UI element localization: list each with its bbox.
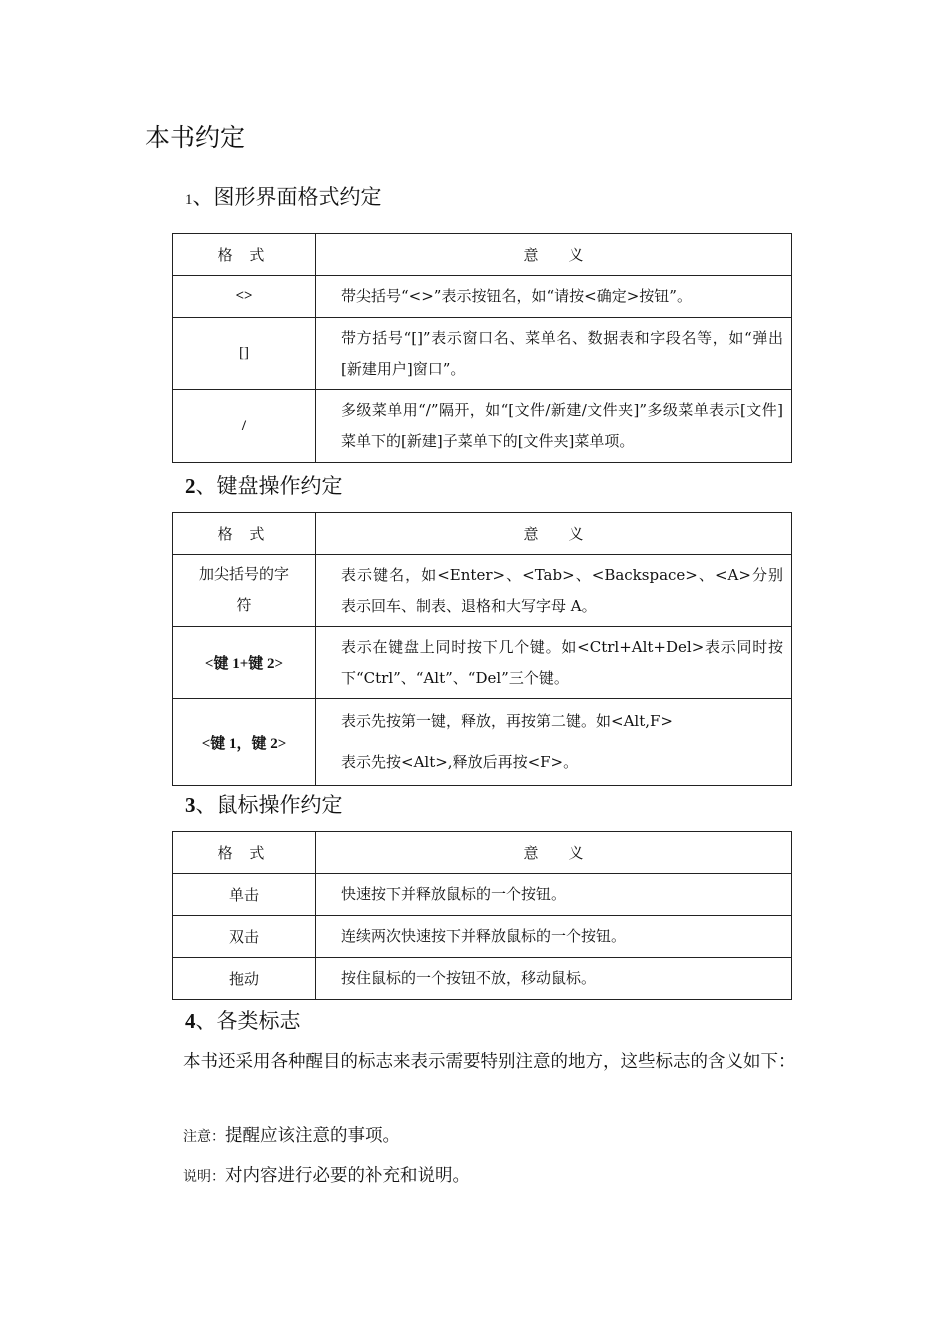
- format-cell: 加尖括号的字符: [173, 555, 316, 627]
- header-meaning: 意 义: [316, 513, 792, 555]
- table-row: [173, 958, 792, 1000]
- meaning-cell: 按住鼠标的一个按钮不放，移动鼠标。: [316, 958, 792, 1000]
- explanation-label: 说明：: [183, 1169, 225, 1185]
- format-cell: []: [173, 318, 316, 390]
- table-header-row: [173, 832, 792, 874]
- meaning-cell: 表示键名，如<Enter>、<Tab>、<Backspace>、<A>分别表示回车、制表、退格和大写字母 A。: [316, 555, 792, 627]
- meaning-cell: [316, 699, 792, 786]
- note-text: 提醒应该注意的事项。: [225, 1126, 400, 1146]
- section-number: 4: [185, 1009, 196, 1033]
- format-cell: 拖动: [173, 958, 316, 1000]
- note-label: 注意：: [183, 1129, 225, 1145]
- format-cell: <键 1，键 2>: [173, 699, 316, 786]
- section-heading-3: 3、鼠标操作约定: [185, 793, 343, 817]
- table-row: [173, 318, 792, 390]
- meaning-cell: 表示在键盘上同时按下几个键。如<Ctrl+Alt+Del>表示同时按下“Ctrl”、“Alt”、“Del”三个键。: [316, 627, 792, 699]
- section-heading-1: 1、图形界面格式约定: [185, 185, 382, 209]
- section-title: 图形界面格式约定: [213, 185, 382, 209]
- table-row: [173, 699, 792, 786]
- meaning-cell: 快速按下并释放鼠标的一个按钮。: [316, 874, 792, 916]
- table-row: [173, 916, 792, 958]
- note-item: [183, 1122, 400, 1147]
- table-header-row: [173, 234, 792, 276]
- header-meaning: 意 义: [316, 832, 792, 874]
- format-cell: 单击: [173, 874, 316, 916]
- table-row: [173, 874, 792, 916]
- explanation-text: 对内容进行必要的补充和说明。: [225, 1166, 470, 1186]
- table-header-row: [173, 513, 792, 555]
- format-cell: <键 1+键 2>: [173, 627, 316, 699]
- table-row: [173, 276, 792, 318]
- header-format: 格 式: [173, 832, 316, 874]
- header-format: 格 式: [173, 234, 316, 276]
- mouse-format-table: [172, 831, 792, 1000]
- section-title: 各类标志: [216, 1009, 301, 1033]
- table-row: [173, 555, 792, 627]
- gui-format-table: [172, 233, 792, 463]
- meaning-cell: 带尖括号“<>”表示按钮名，如“请按<确定>按钮”。: [316, 276, 792, 318]
- meaning-cell: 连续两次快速按下并释放鼠标的一个按钮。: [316, 916, 792, 958]
- header-format: 格 式: [173, 513, 316, 555]
- meaning-cell: 多级菜单用“/”隔开，如“[文件/新建/文件夹]”多级菜单表示[文件]菜单下的[新建]子菜单下的[文件夹]菜单项。: [316, 390, 792, 463]
- explanation-item: [183, 1162, 470, 1187]
- page-title: 本书约定: [145, 123, 246, 152]
- meaning-cell: 带方括号“[]”表示窗口名、菜单名、数据表和字段名等，如“弹出[新建用户]窗口”。: [316, 318, 792, 390]
- meaning-line-1: 表示先按第一键，释放，再按第二键。如<Alt,F>: [341, 712, 673, 730]
- format-cell: <>: [173, 276, 316, 318]
- format-cell: 双击: [173, 916, 316, 958]
- section-number: 3: [185, 793, 196, 817]
- table-row: [173, 390, 792, 463]
- section-title: 键盘操作约定: [216, 474, 343, 498]
- meaning-line-2: 表示先按<Alt>,释放后再按<F>。: [341, 753, 579, 771]
- marks-intro-paragraph: 本书还采用各种醒目的标志来表示需要特别注意的地方，这些标志的含义如下：: [183, 1052, 796, 1072]
- header-meaning: 意 义: [316, 234, 792, 276]
- format-cell: /: [173, 390, 316, 463]
- section-number: 1: [185, 192, 193, 208]
- section-heading-4: 4、各类标志: [185, 1009, 301, 1033]
- keyboard-format-table: [172, 512, 792, 786]
- section-title: 鼠标操作约定: [216, 793, 343, 817]
- section-heading-2: 2、键盘操作约定: [185, 474, 343, 498]
- table-row: [173, 627, 792, 699]
- section-number: 2: [185, 474, 196, 498]
